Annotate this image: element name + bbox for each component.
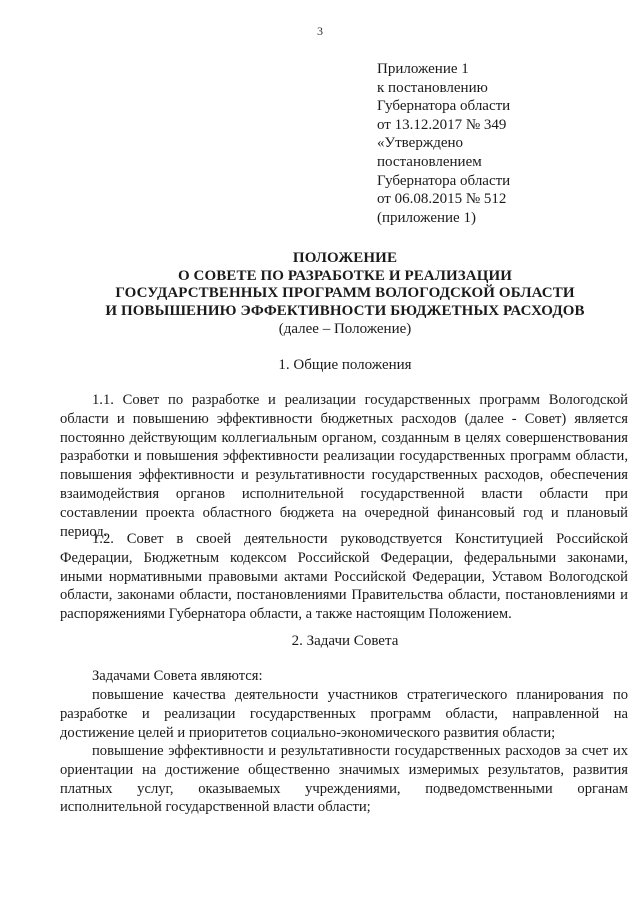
appendix-line: к постановлению (377, 79, 488, 96)
appendix-line: «Утверждено (377, 135, 464, 152)
paragraph: повышение эффективности и результативности государственных расходов за счет их ориентации на достижение общественно значимых измеримых результатов, развития платных услуг, оказываемых учреждениями, подведомственными органам исполнительной государственной власти области; (60, 743, 628, 816)
appendix-line: от 06.08.2015 № 512 (377, 191, 507, 208)
appendix-line: Губернатора области (377, 98, 511, 115)
title-subtitle: (далее – Положение) (278, 321, 412, 337)
appendix-line: Губернатора области (377, 172, 511, 189)
appendix-line: (приложение 1) (377, 209, 476, 226)
document-title (60, 250, 630, 338)
title-line: ПОЛОЖЕНИЕ (292, 250, 398, 266)
title-line: И ПОВЫШЕНИЮ ЭФФЕКТИВНОСТИ БЮДЖЕТНЫХ РАСХОДОВ (105, 302, 585, 319)
appendix-line: постановлением (377, 153, 482, 170)
title-line: О СОВЕТЕ ПО РАЗРАБОТКЕ И РЕАЛИЗАЦИИ (177, 267, 513, 284)
paragraph: 1.2. Совет в своей деятельности руководствуется Конституцией Российской Федерации, Бюджетным кодексом Российской Федерации, федеральными законами, иными нормативными правовыми актами Российской Федерации, Уставом Вологодской области, законами области, постановлениями Правительства области, постановлениями и распоряжениями Губернатора области, а также настоящим Положением. (60, 531, 628, 623)
paragraph: 1.1. Совет по разработке и реализации государственных программ Вологодской области и повышению эффективности бюджетных расходов (далее - Совет) является постоянно действующим коллегиальным органом, созданным в целях совершенствования разработки и повышения эффективности реализации государственных программ области, повышения эффективности и результативности государственных расходов, обеспечения взаимодействия органов исполнительной государственной власти области при составлении проекта областного бюджета на очередной финансовый год и плановый период. (60, 392, 628, 540)
appendix-block (377, 60, 510, 227)
title-line: ГОСУДАРСТВЕННЫХ ПРОГРАММ ВОЛОГОДСКОЙ ОБЛАСТИ (115, 285, 575, 301)
appendix-line: от 13.12.2017 № 349 (377, 116, 507, 133)
appendix-line: Приложение 1 (377, 61, 469, 77)
paragraph: Задачами Совета являются: (92, 668, 263, 684)
section-heading: 1. Общие положения (278, 357, 412, 373)
page-number: 3 (317, 24, 323, 38)
paragraph: повышение качества деятельности участников стратегического планирования по разработке и реализации государственных программ области, направленной на достижение целей и приоритетов социально-экономического развития области; (60, 687, 628, 741)
section-heading: 2. Задачи Совета (291, 633, 399, 649)
